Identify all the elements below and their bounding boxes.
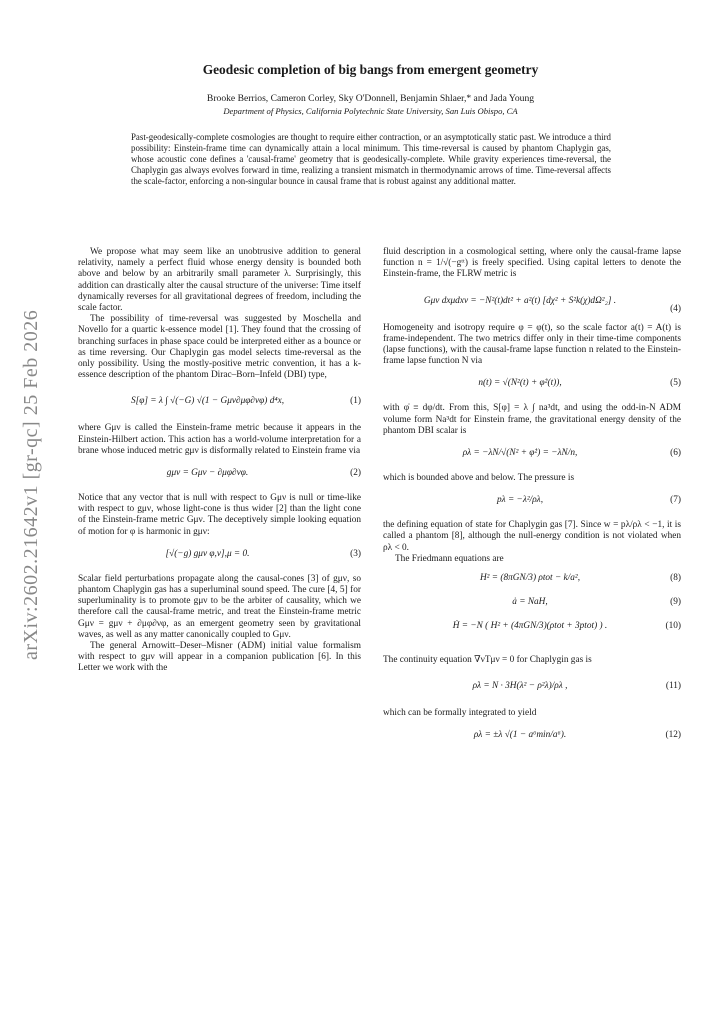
paragraph: with φ̇ ≡ dφ/dt. From this, S[φ] = λ ∫ na³dt, and using the odd-in-N ADM volume form Na³dt for Einstein frame, the gravitational energy density of the phantom DBI scalar is bbox=[383, 403, 681, 436]
arxiv-identifier-margin bbox=[12, 100, 52, 700]
paper-title: Geodesic completion of big bangs from emergent geometry bbox=[202, 62, 539, 77]
equation-number: (3) bbox=[350, 548, 361, 559]
equation-number: (8) bbox=[670, 573, 681, 584]
paragraph: which can be formally integrated to yield bbox=[383, 708, 537, 719]
paragraph: Scalar field perturbations propagate along the causal-cones [3] of gμν, so phantom Chaplygin gas has a superluminal sound speed. The cure [4, 5] for superluminality is to promote gμν to be the arbiter of causality, which we therefore call the causal-frame metric, and treat the Einstein-frame metric Gμν = gμν + ∂μφ∂νφ, as an emergent geometry seen by gravitational waves, as well as any matter canonically coupled to Gμν. bbox=[78, 573, 361, 640]
equation-7 bbox=[383, 491, 681, 513]
equation-4 bbox=[383, 288, 681, 316]
equation-number: (7) bbox=[670, 495, 681, 506]
arxiv-id: arXiv:2602.21642v1 [gr-qc] 25 Feb 2026 bbox=[20, 309, 42, 660]
equation-2 bbox=[78, 464, 361, 486]
equation-9 bbox=[383, 597, 681, 619]
equation-10 bbox=[383, 621, 681, 643]
paragraph: the defining equation of state for Chaplygin gas [7]. Since w = pλ/ρλ < −1, it is called a phantom [8], although the null-energy condition is not violated when ρλ < 0. bbox=[383, 520, 681, 553]
affiliation: Department of Physics, California Polytechnic State University, San Luis Obispo, CA bbox=[223, 106, 518, 116]
equation-1 bbox=[78, 388, 361, 416]
equation-number: (5) bbox=[670, 378, 681, 389]
equation-body: S[φ] = λ ∫ √(−G) √(1 − Gμν∂μφ∂νφ) d⁴x, bbox=[130, 396, 285, 407]
left-column bbox=[78, 247, 361, 675]
paragraph: The general Arnowitt–Deser–Misner (ADM) initial value formalism with respect to gμν will appear in a companion publication [6]. In this Letter we work with the bbox=[78, 641, 361, 674]
equation-11 bbox=[383, 673, 681, 701]
paragraph: The continuity equation ∇νTμν = 0 for Chaplygin gas is bbox=[383, 655, 592, 666]
equation-body: n(t) = √(N²(t) + φ̇²(t)), bbox=[478, 378, 562, 389]
equation-body: Gμν dxμdxν = −N²(t)dt² + a²(t) [dχ² + S²k(χ)dΩ²₂] . bbox=[423, 295, 617, 306]
equation-number: (12) bbox=[665, 730, 681, 741]
equation-body: ρ̇λ = N · 3H(λ² − ρ²λ)/ρλ , bbox=[472, 681, 568, 692]
equation-6 bbox=[383, 444, 681, 466]
equation-number: (2) bbox=[350, 468, 361, 479]
equation-body: [√(−g) gμν φ,ν],μ = 0. bbox=[165, 548, 250, 559]
paragraph: Homogeneity and isotropy require φ = φ(t), so the scale factor a(t) = A(t) is frame-independent. The two metrics differ only in their time-time components (lapse functions), with the causal-frame lapse function n related to the Einstein-frame lapse function N via bbox=[383, 322, 681, 367]
equation-number: (4) bbox=[670, 303, 681, 314]
equation-number: (1) bbox=[350, 396, 361, 407]
paragraph: fluid description in a cosmological setting, where only the causal-frame lapse function n = 1/√(−gᵗᵗ) is freely specified. Using capital letters to denote the Einstein-frame, the FLRW metric is bbox=[383, 247, 681, 280]
paragraph: Notice that any vector that is null with respect to Gμν is null or time-like with respect to gμν, whose light-cone is thus wider [2] than the light cone of the Einstein-frame metric Gμν. The deceptively simple looking equation of motion for φ is harmonic in gμν: bbox=[78, 493, 361, 537]
paragraph: where Gμν is called the Einstein-frame metric because it appears in the Einstein-Hilbert action. This action has a world-volume interpretation for a brane whose induced metric gμν is disformally related to Einstein frame via bbox=[78, 423, 361, 456]
equation-body: Ḣ = −N ( H² + (4πGN/3)(ρtot + 3ptot) ) . bbox=[452, 621, 608, 632]
equation-number: (10) bbox=[665, 621, 681, 632]
equation-body: ρλ = ±λ √(1 − a⁶min/a⁶). bbox=[473, 730, 567, 741]
author-list: Brooke Berrios, Cameron Corley, Sky O'Donnell, Benjamin Shlaer,* and Jada Young bbox=[206, 93, 535, 104]
equation-number: (11) bbox=[665, 681, 681, 692]
equation-12 bbox=[383, 726, 681, 748]
equation-body: gμν = Gμν − ∂μφ∂νφ. bbox=[166, 468, 249, 479]
paragraph: which is bounded above and below. The pressure is bbox=[383, 473, 575, 484]
equation-body: ρλ = −λN/√(N² + φ̇²) = −λN/n, bbox=[462, 448, 578, 459]
equation-body: pλ = −λ²/ρλ, bbox=[496, 495, 544, 506]
equation-number: (6) bbox=[670, 448, 681, 459]
right-column bbox=[383, 247, 681, 755]
paragraph: The Friedmann equations are bbox=[395, 553, 504, 564]
equation-8 bbox=[383, 573, 681, 595]
equation-body: ȧ = NaH, bbox=[512, 597, 548, 608]
equation-body: H² = (8πGN/3) ρtot − k/a², bbox=[479, 573, 581, 584]
paragraph: We propose what may seem like an unobtrusive addition to general relativity, namely a perfect fluid whose energy density is bounded both above and below by an arbitrarily small parameter λ. Surprisingly, this addition can drastically alter the causal structure of the universe: Time itself dynamically reverses for all gravitational degrees of freedom, including the scale factor. bbox=[78, 247, 361, 314]
abstract: Past-geodesically-complete cosmologies are thought to require either contraction, or an asymptotically static past. We introduce a third possibility: Einstein-frame time can dynamically attain a local minimum. This time-reversal is caused by phantom Chaplygin gas, whose acoustic cone defines a 'causal-frame' geometry that is geodesically-complete. While gravity experiences time-reversal, the Chaplygin gas always evolves forward in time, realizing a transient mismatch in thermodynamic arrows of time. Time-reversal affects the scale-factor, enforcing a non-singular bounce in causal frame that is robust against any additional matter. bbox=[131, 132, 611, 187]
equation-5 bbox=[383, 374, 681, 396]
friedmann-equations bbox=[383, 569, 681, 649]
equation-3 bbox=[78, 545, 361, 567]
paragraph: The possibility of time-reversal was suggested by Moschella and Novello for a quartic k-essence model [1]. They found that the crossing of branching surfaces in phase space could be interpreted either as a bounce or as time reversing. Our Chaplygin gas model selects time-reversal as the only possibility. Using the mostly-positive metric convention, it has a k-essence description of the phantom Dirac–Born–Infeld (DBI) type, bbox=[78, 314, 361, 381]
equation-number: (9) bbox=[670, 597, 681, 608]
